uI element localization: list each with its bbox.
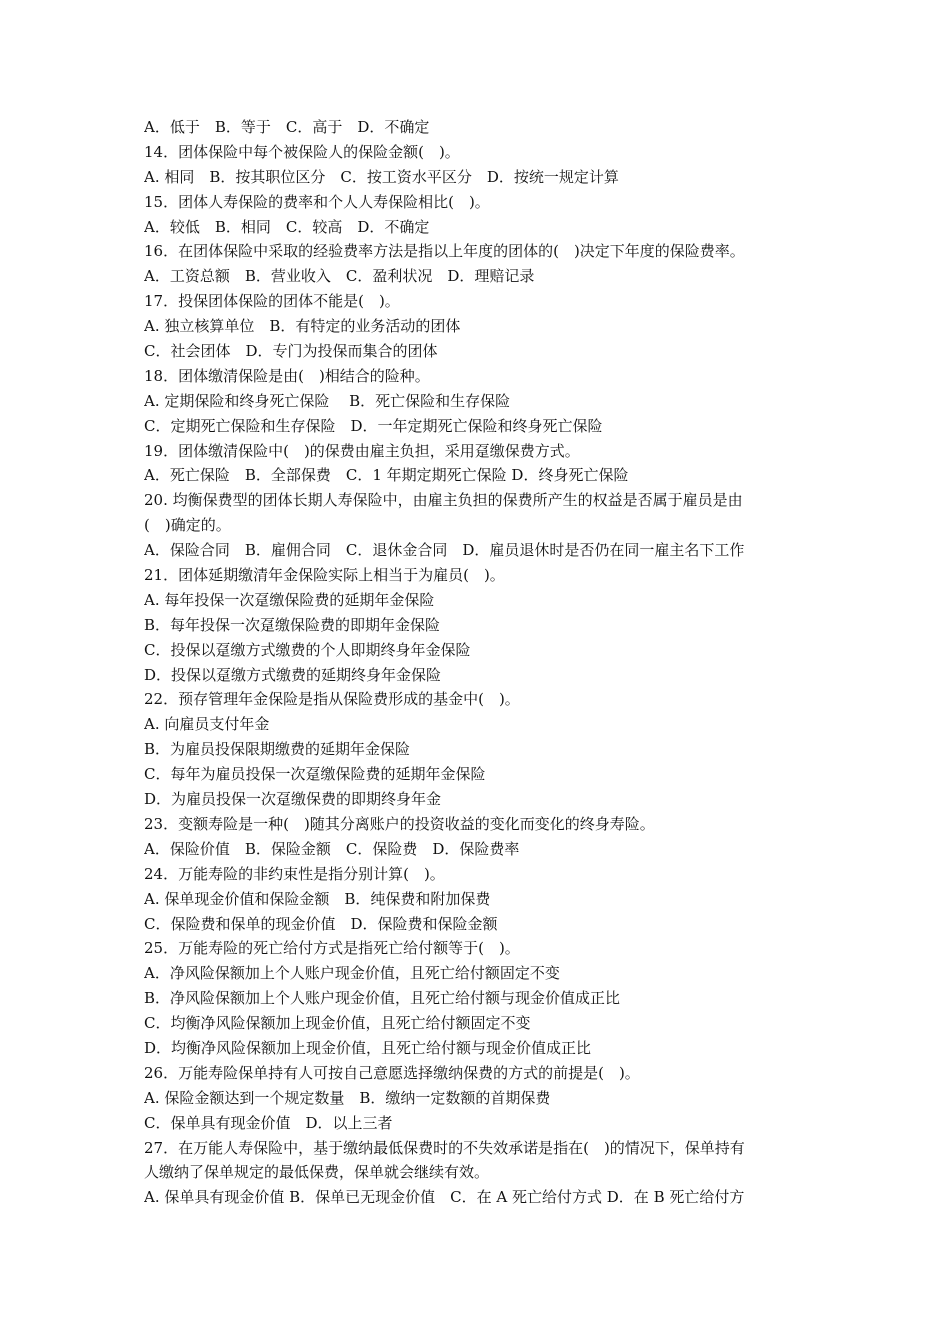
text-line: 16．在团体保险中采取的经验费率方法是指以上年度的团体的( )决定下年度的保险费率。: [144, 242, 745, 261]
text-line: 26．万能寿险保单持有人可按自己意愿选择缴纳保费的方式的前提是( )。: [144, 1063, 640, 1082]
text-line: A．较低 B．相同 C．较高 D．不确定: [144, 217, 430, 236]
text-line: C．社会团体 D．专门为投保而集合的团体: [144, 342, 438, 361]
text-line: 人缴纳了保单规定的最低保费，保单就会继续有效。: [144, 1163, 490, 1182]
text-line: A．低于 B．等于 C．高于 D．不确定: [144, 118, 430, 136]
text-line: 17．投保团体保险的团体不能是( )。: [144, 292, 400, 311]
text-line: C．保单具有现金价值 D．以上三者: [144, 1113, 393, 1132]
text-line: A．工资总额 B．营业收入 C．盈利状况 D．理赔记录: [144, 267, 535, 286]
text-line: A．死亡保险 B．全部保费 C．1 年期定期死亡保险 D．终身死亡保险: [144, 466, 629, 485]
text-line: A. 定期保险和终身死亡保险 B．死亡保险和生存保险: [144, 391, 511, 410]
text-line: A. 每年投保一次趸缴保险费的延期年金保险: [144, 590, 435, 609]
text-line: C．均衡净风险保额加上现金价值，且死亡给付额固定不变: [144, 1014, 531, 1033]
text-line: A．保险价值 B．保险金额 C．保险费 D．保险费率: [144, 839, 520, 858]
document-page: [144, 115, 814, 1210]
text-line: C．定期死亡保险和生存保险 D．一年定期死亡保险和终身死亡保险: [144, 416, 603, 435]
text-line: A. 独立核算单位 B．有特定的业务活动的团体: [144, 317, 461, 336]
text-line: A．净风险保额加上个人账户现金价值，且死亡给付额固定不变: [144, 964, 560, 983]
text-line: 22．预存管理年金保险是指从保险费形成的基金中( )。: [144, 690, 520, 709]
text-line: B．净风险保额加上个人账户现金价值，且死亡给付额与现金价值成正比: [144, 989, 621, 1008]
text-line: 18．团体缴清保险是由( )相结合的险种。: [144, 366, 430, 385]
text-line: 14．团体保险中每个被保险人的保险金额( )。: [144, 142, 460, 161]
text-line: 21．团体延期缴清年金保险实际上相当于为雇员( )。: [144, 566, 505, 585]
text-line: C．保险费和保单的现金价值 D．保险费和保险金额: [144, 914, 498, 933]
text-line: A．保险合同 B．雇佣合同 C．退休金合同 D．雇员退休时是否仍在同一雇主名下工作: [144, 541, 745, 560]
text-line: 20. 均衡保费型的团体长期人寿保险中，由雇主负担的保费所产生的权益是否属于雇员是由: [144, 491, 743, 510]
text-line: 27．在万能人寿保险中，基于缴纳最低保费时的不失效承诺是指在( )的情况下，保单持有: [144, 1138, 745, 1157]
text-line: A. 保单现金价值和保险金额 B．纯保费和附加保费: [144, 889, 491, 908]
text-line: D．均衡净风险保额加上现金价值，且死亡给付额与现金价值成正比: [144, 1038, 592, 1057]
text-line: 24．万能寿险的非约束性是指分别计算( )。: [144, 864, 445, 883]
text-line: 19．团体缴清保险中( )的保费由雇主负担，采用趸缴保费方式。: [144, 441, 580, 460]
text-line: A. 向雇员支付年金: [144, 715, 270, 734]
text-line: C．每年为雇员投保一次趸缴保险费的延期年金保险: [144, 765, 486, 784]
text-line: C．投保以趸缴方式缴费的个人即期终身年金保险: [144, 640, 471, 659]
text-line: B．每年投保一次趸缴保险费的即期年金保险: [144, 615, 441, 634]
text-line: ( )确定的。: [144, 516, 231, 535]
text-line: 25．万能寿险的死亡给付方式是指死亡给付额等于( )。: [144, 939, 520, 958]
text-line: A. 保单具有现金价值 B．保单已无现金价值 C．在 A 死亡给付方式 D．在 B 死亡给付方: [144, 1188, 745, 1207]
text-line: D．为雇员投保一次趸缴保费的即期终身年金: [144, 790, 442, 809]
text-line: 15．团体人寿保险的费率和个人人寿保险相比( )。: [144, 192, 490, 211]
text-line: B．为雇员投保限期缴费的延期年金保险: [144, 740, 411, 759]
text-line: A. 保险金额达到一个规定数量 B．缴纳一定数额的首期保费: [144, 1088, 551, 1107]
text-line: A. 相同 B．按其职位区分 C．按工资水平区分 D．按统一规定计算: [144, 167, 619, 186]
text-line: 23．变额寿险是一种( )随其分离账户的投资收益的变化而变化的终身寿险。: [144, 814, 655, 833]
text-line: D．投保以趸缴方式缴费的延期终身年金保险: [144, 665, 442, 684]
